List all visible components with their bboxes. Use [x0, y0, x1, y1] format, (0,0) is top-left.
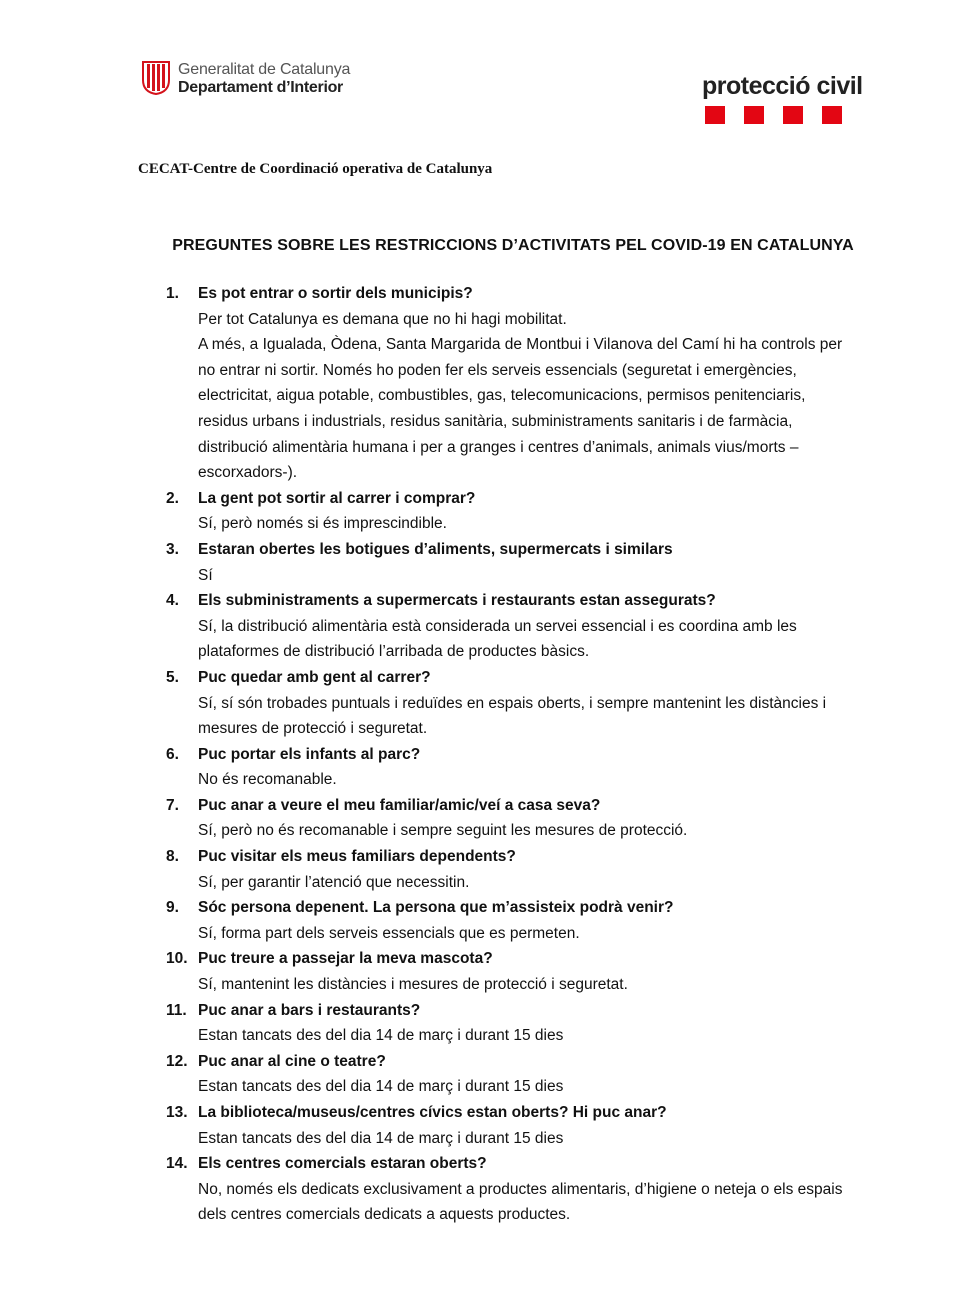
- faq-answer-line: no entrar ni sortir. Només ho poden fer els serveis essencials (seguretat i emergències,: [198, 361, 797, 379]
- faq-item: [166, 665, 896, 742]
- faq-question: Estaran obertes les botigues d’aliments, supermercats i similars: [198, 540, 673, 558]
- faq-question: La biblioteca/museus/centres cívics estan oberts? Hi puc anar?: [198, 1104, 667, 1121]
- faq-answer-line: Per tot Catalunya es demana que no hi hagi mobilitat.: [198, 310, 567, 328]
- brand-square: [705, 106, 725, 124]
- faq-number: 3.: [166, 540, 179, 558]
- faq-answer-line: escorxadors-).: [198, 464, 298, 482]
- faq-answer-line: No és recomanable.: [198, 771, 337, 789]
- faq-body: [198, 793, 896, 844]
- faq-question: Puc anar al cine o teatre?: [198, 1052, 386, 1070]
- faq-item: [166, 742, 896, 793]
- faq-answer-line: No, només els dedicats exclusivament a productes alimentaris, d’higiene o neteja o els espais: [198, 1180, 843, 1198]
- faq-answer-line: Estan tancats des del dia 14 de març i durant 15 dies: [198, 1078, 564, 1096]
- faq-answer-line: A més, a Igualada, Òdena, Santa Margarida de Montbui i Vilanova del Camí hi ha controls per: [198, 336, 843, 354]
- faq-number: 12.: [166, 1052, 188, 1070]
- brand-name: protecció civil: [702, 72, 863, 100]
- faq-number: 6.: [166, 745, 179, 763]
- faq-answer-line: dels centres comercials dedicats a aquests productes.: [198, 1206, 571, 1224]
- faq-question: Els subministraments a supermercats i restaurants estan assegurats?: [198, 592, 716, 610]
- faq-number: 14.: [166, 1155, 188, 1173]
- faq-question: Puc treure a passejar la meva mascota?: [198, 950, 493, 968]
- brand-square: [822, 106, 842, 124]
- faq-item: [166, 486, 896, 537]
- brand-square: [783, 106, 803, 124]
- faq-body: [198, 946, 896, 997]
- faq-item: [166, 998, 896, 1049]
- faq-question: Sóc persona depenent. La persona que m’assisteix podrà venir?: [198, 899, 674, 917]
- faq-answer-line: Sí, la distribució alimentària està considerada un servei essencial i es coordina amb les: [198, 617, 797, 635]
- faq-answer-line: mesures de protecció i seguretat.: [198, 720, 428, 738]
- faq-body: [198, 844, 896, 895]
- brand-square: [744, 106, 764, 124]
- faq-number: 11.: [166, 1001, 187, 1019]
- faq-answer-line: residus urbans i industrials, residus sanitària, subministraments sanitaris i de farmàcia,: [198, 412, 793, 430]
- faq-question: Puc anar a bars i restaurants?: [198, 1001, 421, 1019]
- faq-body: [198, 895, 896, 946]
- catalan-shield-icon: [141, 60, 171, 96]
- faq-number: 7.: [166, 796, 179, 814]
- faq-item: [166, 844, 896, 895]
- faq-answer-line: Sí, però no és recomanable i sempre seguint les mesures de protecció.: [198, 822, 688, 840]
- faq-list: [166, 281, 896, 1228]
- faq-item: [166, 588, 896, 665]
- faq-item: [166, 281, 896, 486]
- page-title: PREGUNTES SOBRE LES RESTRICCIONS D’ACTIVITATS PEL COVID-19 EN CATALUNYA: [172, 237, 854, 254]
- faq-body: [198, 588, 896, 665]
- faq-item: [166, 1100, 896, 1151]
- faq-question: Es pot entrar o sortir dels municipis?: [198, 285, 473, 302]
- faq-number: 1.: [166, 285, 179, 302]
- faq-body: [198, 1049, 896, 1100]
- faq-body: [198, 537, 896, 588]
- gencat-logo: [141, 60, 350, 97]
- faq-item: [166, 537, 896, 588]
- faq-number: 2.: [166, 489, 179, 507]
- brand-squares: [705, 106, 882, 124]
- faq-question: La gent pot sortir al carrer i comprar?: [198, 489, 476, 507]
- faq-number: 10.: [166, 950, 188, 968]
- org-name: Generalitat de Catalunya: [178, 61, 351, 78]
- faq-number: 9.: [166, 899, 179, 917]
- faq-question: Puc anar a veure el meu familiar/amic/veí a casa seva?: [198, 796, 601, 814]
- faq-question: Puc portar els infants al parc?: [198, 745, 421, 763]
- faq-number: 13.: [166, 1104, 188, 1121]
- faq-answer-line: Sí, sí són trobades puntuals i reduïdes en espais oberts, i sempre mantenint les distàncies i: [198, 694, 827, 712]
- faq-answer-line: Sí, per garantir l’atenció que necessitin.: [198, 873, 470, 891]
- faq-body: [198, 1100, 896, 1151]
- faq-answer-line: plataformes de distribució l’arribada de productes bàsics.: [198, 643, 590, 661]
- faq-item: [166, 1151, 896, 1228]
- faq-answer-line: Sí, forma part dels serveis essencials que es permeten.: [198, 924, 580, 942]
- proteccio-civil-logo: [702, 72, 882, 124]
- faq-number: 4.: [166, 592, 179, 610]
- faq-body: [198, 998, 896, 1049]
- faq-answer-line: distribució alimentària humana i per a granges i centres d’animals, animals vius/morts –: [198, 438, 799, 456]
- faq-body: [198, 486, 896, 537]
- faq-item: [166, 895, 896, 946]
- faq-item: [166, 946, 896, 997]
- faq-question: Puc quedar amb gent al carrer?: [198, 668, 431, 686]
- faq-body: [198, 281, 896, 486]
- faq-number: 8.: [166, 848, 179, 866]
- center-name: CECAT-Centre de Coordinació operativa de Catalunya: [138, 161, 493, 177]
- faq-answer-line: Sí, però només si és imprescindible.: [198, 515, 447, 533]
- faq-question: Puc visitar els meus familiars dependents?: [198, 848, 516, 866]
- faq-item: [166, 793, 896, 844]
- faq-body: [198, 665, 896, 742]
- faq-answer-line: Sí: [198, 566, 213, 584]
- faq-number: 5.: [166, 668, 179, 686]
- faq-answer-line: Estan tancats des del dia 14 de març i durant 15 dies: [198, 1129, 564, 1147]
- faq-body: [198, 742, 896, 793]
- faq-question: Els centres comercials estaran oberts?: [198, 1155, 487, 1173]
- faq-body: [198, 1151, 896, 1228]
- faq-answer-line: Estan tancats des del dia 14 de març i durant 15 dies: [198, 1027, 564, 1045]
- department-name: Departament d’Interior: [178, 79, 343, 96]
- faq-answer-line: Sí, mantenint les distàncies i mesures de protecció i seguretat.: [198, 976, 628, 994]
- faq-answer-line: electricitat, aigua potable, combustibles, gas, telecomunicacions, permisos penitenciaris,: [198, 387, 806, 405]
- faq-item: [166, 1049, 896, 1100]
